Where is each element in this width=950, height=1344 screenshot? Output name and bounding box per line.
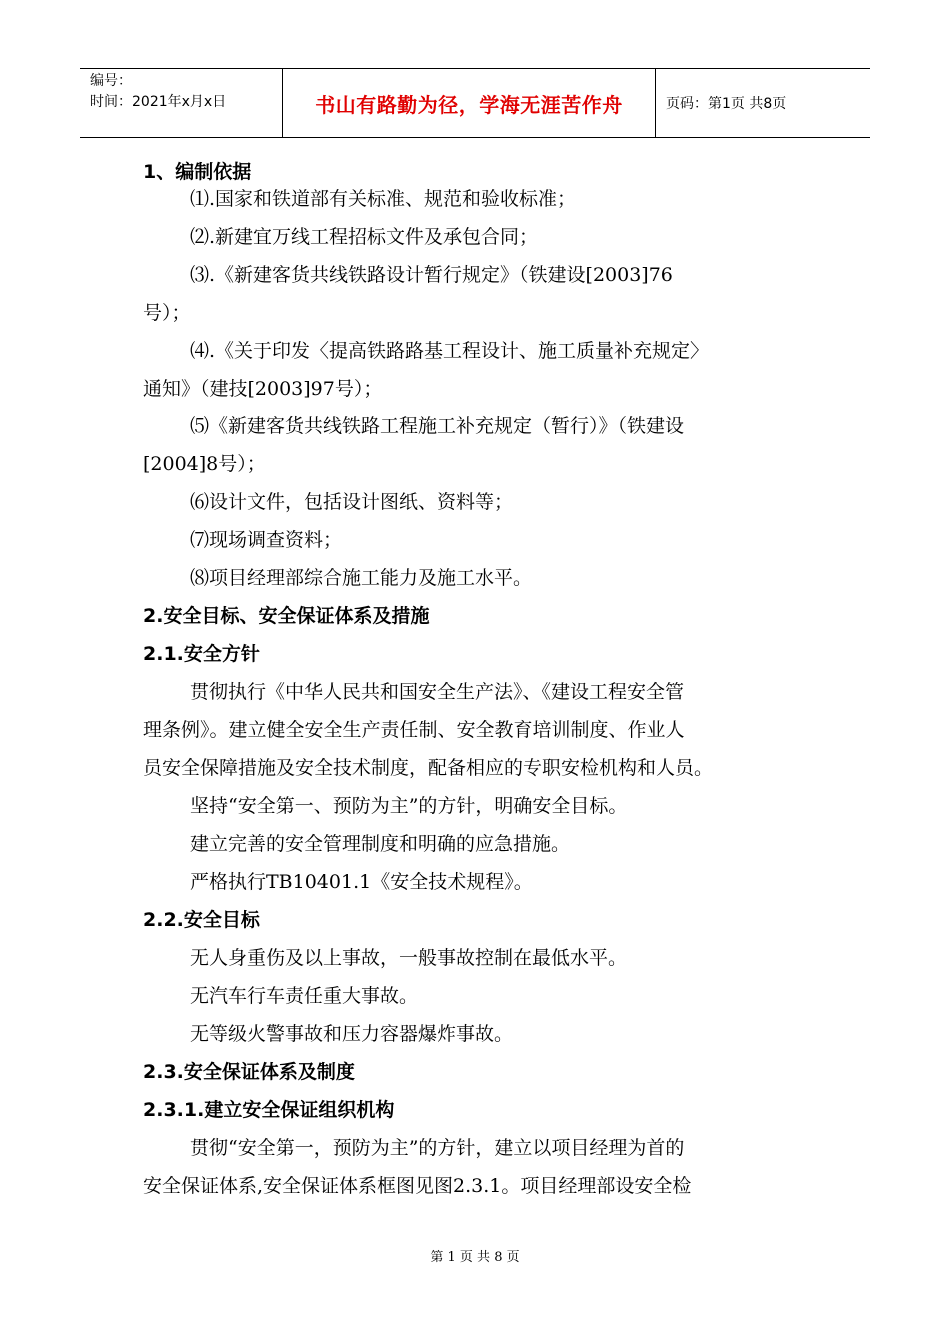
paragraph-line: 理条例》。建立健全安全生产责任制、安全教育培训制度、作业人 — [143, 719, 685, 741]
page-footer: 第 1 页 共 8 页 — [430, 1250, 520, 1265]
paragraph-line: 无汽车行车责任重大事故。 — [190, 985, 419, 1007]
paragraph-line: 安全保证体系,安全保证体系框图见图2.3.1。项目经理部设安全检 — [143, 1175, 692, 1197]
subsection-heading: 2.1.安全方针 — [143, 643, 260, 665]
paragraph-line: ⑺现场调查资料； — [190, 529, 343, 551]
document-number-label: 编号： — [90, 73, 132, 89]
paragraph-line: ⑴.国家和铁道部有关标准、规范和验收标准； — [190, 188, 577, 210]
paragraph-line: 坚持“安全第一、预防为主”的方针，明确安全目标。 — [190, 795, 628, 817]
paragraph-line: 严格执行TB10401.1《安全技术规程》。 — [190, 871, 533, 893]
subsection-heading: 2.2.安全目标 — [143, 909, 260, 931]
page-header — [80, 68, 870, 138]
header-motto: 书山有路勤为径，学海无涯苦作舟 — [282, 69, 656, 137]
header-meta — [80, 69, 282, 137]
paragraph-line: ⑹设计文件，包括设计图纸、资料等； — [190, 491, 514, 513]
paragraph-line: 员安全保障措施及安全技术制度，配备相应的专职安检机构和人员。 — [143, 757, 714, 779]
header-page-info: 页码：第1页 共8页 — [666, 96, 787, 112]
paragraph-line: 贯彻“安全第一，预防为主”的方针，建立以项目经理为首的 — [190, 1137, 685, 1159]
paragraph-line: 建立完善的安全管理制度和明确的应急措施。 — [190, 833, 571, 855]
paragraph-line: ⑻项目经理部综合施工能力及施工水平。 — [190, 567, 533, 589]
paragraph-line: ⑶.《新建客货共线铁路设计暂行规定》（铁建设[2003]76 — [190, 264, 673, 286]
section-heading: 2.安全目标、安全保证体系及措施 — [143, 605, 430, 627]
paragraph-line: ⑵.新建宜万线工程招标文件及承包合同； — [190, 226, 539, 248]
paragraph-line: ⑷.《关于印发〈提高铁路路基工程设计、施工质量补充规定〉 — [190, 340, 710, 362]
subsection-heading: 2.3.1.建立安全保证组织机构 — [143, 1099, 395, 1121]
paragraph-line: ⑸《新建客货共线铁路工程施工补充规定（暂行）》（铁建设 — [190, 415, 685, 437]
paragraph-line: 无等级火警事故和压力容器爆炸事故。 — [190, 1023, 514, 1045]
section-heading: 1、编制依据 — [143, 161, 252, 183]
document-date: 时间：2021年x月x日 — [90, 94, 227, 110]
paragraph-line: 通知》（建技[2003]97号）； — [143, 378, 383, 400]
paragraph-line: [2004]8号）； — [143, 453, 266, 475]
paragraph-line: 贯彻执行《中华人民共和国安全生产法》、《建设工程安全管 — [190, 681, 685, 703]
paragraph-line: 无人身重伤及以上事故，一般事故控制在最低水平。 — [190, 947, 628, 969]
paragraph-line: 号）； — [143, 302, 191, 324]
subsection-heading: 2.3.安全保证体系及制度 — [143, 1061, 355, 1083]
